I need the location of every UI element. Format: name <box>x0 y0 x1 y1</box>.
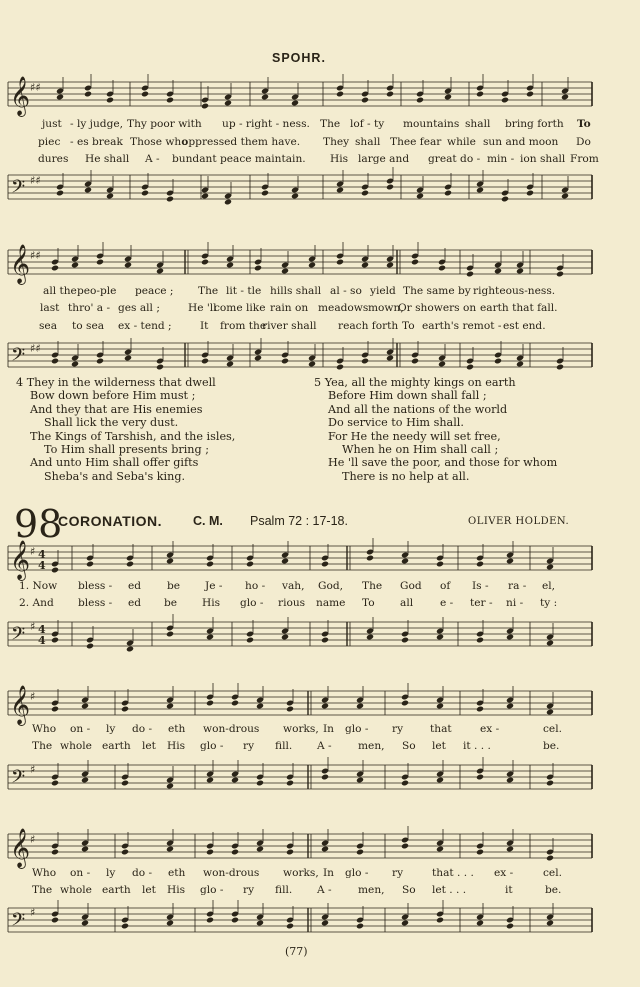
note-head <box>256 920 264 927</box>
note-head <box>476 91 484 98</box>
note-head <box>71 361 79 368</box>
svg-text:♯♯: ♯♯ <box>30 174 41 187</box>
note-head <box>51 567 59 574</box>
note-head <box>166 920 174 927</box>
bass-clef-icon: 𝄢 <box>11 910 26 935</box>
note-head <box>321 561 329 568</box>
note-head <box>546 920 554 927</box>
note-head <box>206 917 214 924</box>
note-head <box>401 558 409 565</box>
note-head <box>336 187 344 194</box>
note-head <box>286 780 294 787</box>
note-head <box>476 187 484 194</box>
note-head <box>501 97 509 104</box>
treble-clef-icon: 𝄞 <box>10 685 31 725</box>
note-head <box>246 561 254 568</box>
note-head <box>256 780 264 787</box>
note-head <box>546 564 554 571</box>
note-head <box>506 703 514 710</box>
note-head <box>121 849 129 856</box>
note-head <box>401 637 409 644</box>
note-head <box>321 920 329 927</box>
note-head <box>166 846 174 853</box>
page-number: (77) <box>285 945 308 958</box>
treble-clef-icon: 𝄞 <box>10 828 31 868</box>
svg-text:♯: ♯ <box>30 545 36 558</box>
note-head <box>516 361 524 368</box>
note-head <box>556 271 564 278</box>
bass-clef-icon: 𝄢 <box>11 767 26 792</box>
note-head <box>436 777 444 784</box>
note-head <box>106 193 114 200</box>
note-head <box>81 920 89 927</box>
note-head <box>291 193 299 200</box>
note-head <box>206 700 214 707</box>
note-head <box>466 271 474 278</box>
note-head <box>436 561 444 568</box>
note-head <box>201 259 209 266</box>
note-head <box>361 262 369 269</box>
note-head <box>156 268 164 275</box>
note-head <box>401 843 409 850</box>
svg-text:♯♯: ♯♯ <box>30 342 41 355</box>
note-head <box>366 634 374 641</box>
bass-clef-icon: 𝄢 <box>11 624 26 649</box>
note-head <box>516 268 524 275</box>
lyric-line: sea to sea ex - tend ; It from the river shall reach forth To earth's remot - est end. <box>39 320 546 332</box>
note-head <box>386 184 394 191</box>
note-head <box>494 358 502 365</box>
note-head <box>281 634 289 641</box>
note-head <box>476 637 484 644</box>
lyric-line: all the peo-ple peace ; The lit - tle hills shall al - so yield The same by righteous-ness. <box>43 285 556 297</box>
note-head <box>494 268 502 275</box>
note-head <box>401 700 409 707</box>
note-head <box>321 637 329 644</box>
note-head <box>56 190 64 197</box>
note-head <box>231 917 239 924</box>
note-head <box>321 774 329 781</box>
note-head <box>281 268 289 275</box>
bass-staff <box>0 898 640 953</box>
note-head <box>226 262 234 269</box>
note-head <box>546 640 554 647</box>
svg-text:4: 4 <box>38 559 46 572</box>
note-head <box>201 193 209 200</box>
note-head <box>286 849 294 856</box>
note-head <box>436 917 444 924</box>
note-head <box>286 923 294 930</box>
note-head <box>254 355 262 362</box>
note-head <box>124 262 132 269</box>
lyric-line: 1. Now bless - ed be Je - ho - vah, God, The God of Is - ra - el, <box>19 580 556 592</box>
note-head <box>166 783 174 790</box>
note-head <box>356 703 364 710</box>
note-head <box>436 703 444 710</box>
note-head <box>224 100 232 107</box>
note-head <box>256 703 264 710</box>
note-head <box>321 846 329 853</box>
note-head <box>166 196 174 203</box>
note-head <box>224 199 232 206</box>
note-head <box>206 634 214 641</box>
note-head <box>231 849 239 856</box>
note-head <box>356 777 364 784</box>
note-head <box>444 190 452 197</box>
note-head <box>81 777 89 784</box>
note-head <box>416 193 424 200</box>
note-head <box>254 265 262 272</box>
note-head <box>166 703 174 710</box>
note-head <box>84 91 92 98</box>
note-head <box>561 193 569 200</box>
note-head <box>96 358 104 365</box>
note-head <box>256 846 264 853</box>
bass-clef-icon: 𝄢 <box>11 177 26 202</box>
lyric-line: 2. And bless - ed be His glo - rious name To all e - ter - ni - ty : <box>19 597 558 609</box>
note-head <box>401 780 409 787</box>
note-head <box>436 634 444 641</box>
lyric-line: piec - es break Those who oppressed them have. They shall Thee fear while sun and moon Do <box>38 136 591 148</box>
note-head <box>206 777 214 784</box>
hymn-title: CORONATION. <box>58 513 163 529</box>
note-head <box>444 94 452 101</box>
lyric-line: just - ly judge, Thy poor with up - right - ness. The lof - ty mountains shall bring forth To <box>42 118 591 130</box>
note-head <box>231 700 239 707</box>
note-head <box>106 97 114 104</box>
svg-text:♯♯: ♯♯ <box>30 249 41 262</box>
composer-holden: OLIVER HOLDEN. <box>468 516 570 527</box>
note-head <box>308 262 316 269</box>
note-head <box>51 637 59 644</box>
note-head <box>121 923 129 930</box>
note-head <box>308 361 316 368</box>
verse-4: 4 They in the wilderness that dwell Bow down before Him must ; And they that are His enemies Shall lick the very dust. The Kings of Tarshish, and the isles, To Him shall presents bring ; And unto Him shall offer gifts Sheba's and Seba's king. <box>16 376 236 483</box>
note-head <box>51 706 59 713</box>
note-head <box>401 920 409 927</box>
note-head <box>476 849 484 856</box>
note-head <box>356 923 364 930</box>
svg-text:4: 4 <box>38 634 46 647</box>
note-head <box>546 780 554 787</box>
note-head <box>386 262 394 269</box>
note-head <box>81 846 89 853</box>
note-head <box>226 361 234 368</box>
note-head <box>51 358 59 365</box>
note-head <box>526 190 534 197</box>
note-head <box>81 703 89 710</box>
note-head <box>361 190 369 197</box>
note-head <box>476 920 484 927</box>
lyric-line: Who on - ly do - eth won-drous works, In glo - ry that . . . ex - cel. <box>32 867 562 879</box>
note-head <box>96 259 104 266</box>
note-head <box>336 259 344 266</box>
note-head <box>438 265 446 272</box>
lyric-line: The whole earth let His glo - ry fill. A - men, So let it . . . be. <box>32 740 560 752</box>
note-head <box>166 631 174 638</box>
note-head <box>356 849 364 856</box>
note-head <box>281 358 289 365</box>
note-head <box>501 196 509 203</box>
note-head <box>166 97 174 104</box>
note-head <box>476 774 484 781</box>
note-head <box>506 777 514 784</box>
note-head <box>156 364 164 371</box>
treble-clef-icon: 𝄞 <box>10 76 31 116</box>
note-head <box>51 780 59 787</box>
note-head <box>366 555 374 562</box>
note-head <box>506 923 514 930</box>
svg-text:♯: ♯ <box>30 833 36 846</box>
note-head <box>336 91 344 98</box>
bass-staff <box>0 612 640 667</box>
note-head <box>436 846 444 853</box>
note-head <box>56 94 64 101</box>
note-head <box>246 637 254 644</box>
note-head <box>438 361 446 368</box>
note-head <box>546 709 554 716</box>
lyric-line: last thro' a - ges all ; He 'll come like rain on meadows mown, Or showers on earth that fall. <box>40 302 558 314</box>
note-head <box>51 849 59 856</box>
svg-text:♯: ♯ <box>30 620 36 633</box>
svg-text:4: 4 <box>38 548 46 561</box>
note-head <box>121 780 129 787</box>
note-head <box>121 706 129 713</box>
note-head <box>71 262 79 269</box>
note-head <box>141 190 149 197</box>
lyric-line: The whole earth let His glo - ry fill. A - men, So let . . . it be. <box>32 884 562 896</box>
scripture-reference: Psalm 72 : 17-18. <box>250 514 348 528</box>
note-head <box>231 777 239 784</box>
hymn-number: 98 <box>14 502 63 546</box>
note-head <box>124 355 132 362</box>
verse-5: 5 Yea, all the mighty kings on earth Before Him down shall fall ; And all the nations of the world Do service to Him shall. For He the needy will set free, When he on Him shall call ; He 'll save the poor, and those for whom There is no help at all. <box>314 376 558 483</box>
note-head <box>506 558 514 565</box>
note-head <box>141 91 149 98</box>
note-head <box>466 364 474 371</box>
note-head <box>386 91 394 98</box>
note-head <box>261 190 269 197</box>
note-head <box>206 849 214 856</box>
composer-spohr: SPOHR. <box>272 51 326 65</box>
note-head <box>476 706 484 713</box>
note-head <box>546 855 554 862</box>
note-head <box>201 358 209 365</box>
note-head <box>411 259 419 266</box>
note-head <box>336 364 344 371</box>
note-head <box>291 100 299 107</box>
note-head <box>51 917 59 924</box>
note-head <box>84 187 92 194</box>
note-head <box>476 561 484 568</box>
note-head <box>506 634 514 641</box>
svg-text:♯: ♯ <box>30 906 36 919</box>
hymn-meter: C. M. <box>193 514 223 528</box>
lyric-line: Who on - ly do - eth won-drous works, In glo - ry that ex - cel. <box>32 723 562 735</box>
lyric-line: dures He shall A - bundant peace maintain. His large and great do - min - ion shall From <box>38 153 599 165</box>
note-head <box>321 703 329 710</box>
note-head <box>361 358 369 365</box>
svg-text:♯♯: ♯♯ <box>30 81 41 94</box>
note-head <box>411 358 419 365</box>
note-head <box>126 646 134 653</box>
note-head <box>506 846 514 853</box>
note-head <box>561 94 569 101</box>
bass-clef-icon: 𝄢 <box>11 345 26 370</box>
note-head <box>201 103 209 110</box>
note-head <box>281 558 289 565</box>
note-head <box>556 364 564 371</box>
note-head <box>126 561 134 568</box>
note-head <box>386 355 394 362</box>
note-head <box>286 706 294 713</box>
treble-clef-icon: 𝄞 <box>10 244 31 284</box>
note-head <box>206 561 214 568</box>
note-head <box>51 265 59 272</box>
note-head <box>166 558 174 565</box>
svg-text:♯: ♯ <box>30 763 36 776</box>
treble-clef-icon: 𝄞 <box>10 540 31 580</box>
note-head <box>416 97 424 104</box>
svg-text:♯: ♯ <box>30 690 36 703</box>
note-head <box>86 561 94 568</box>
note-head <box>261 94 269 101</box>
note-head <box>86 643 94 650</box>
bass-staff <box>0 165 640 220</box>
note-head <box>361 97 369 104</box>
svg-text:4: 4 <box>38 623 46 636</box>
bass-staff <box>0 755 640 810</box>
note-head <box>526 91 534 98</box>
